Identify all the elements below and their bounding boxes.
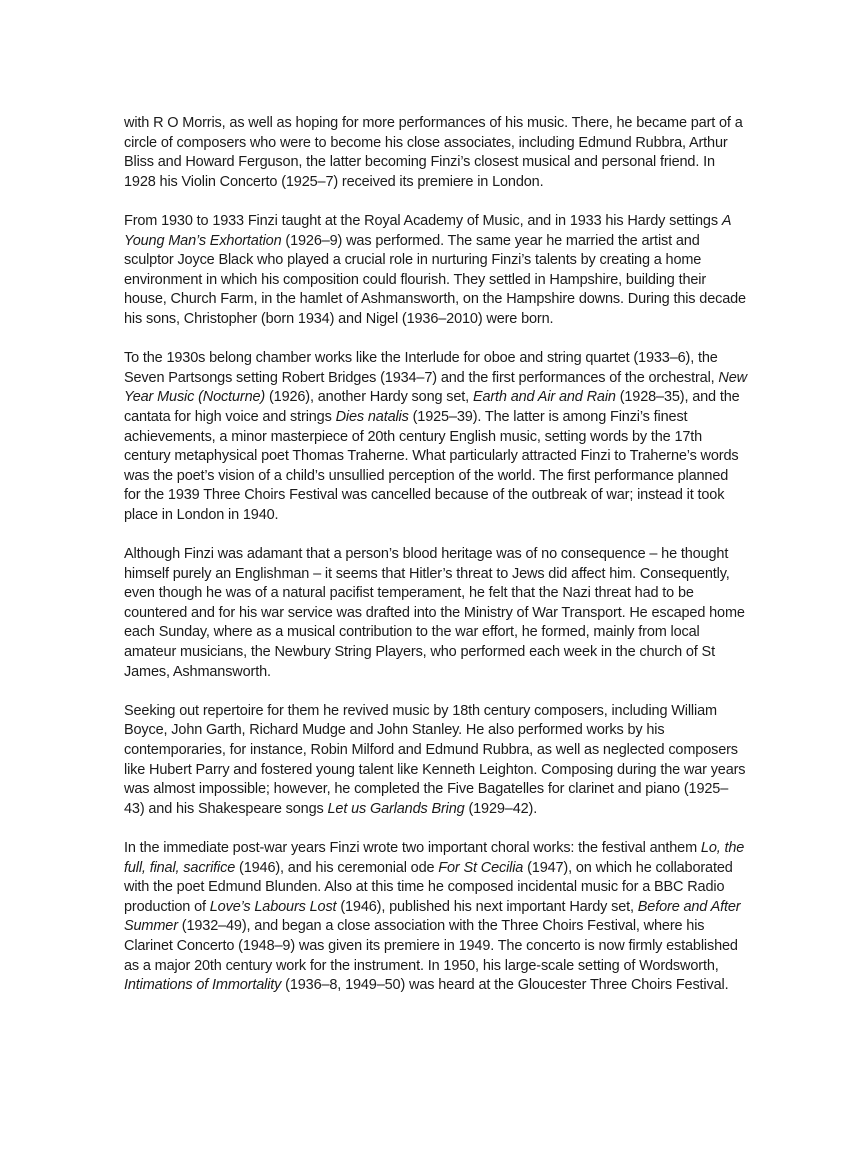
text-run: Seeking out repertoire for them he revived music by 18th century composers, including William Boyce, John Garth, Richard Mudge and John Stanley. He also performed works by his contemporaries, for instance, Robin Milford and Edmund Rubbra, as well as neglected composers like Hubert Parry and fostered young talent like Kenneth Leighton. Composing during the war years was almost impossible; however, he completed the Five Bagatelles for clarinet and piano (1925–43) and his Shakespeare songs bbox=[124, 702, 746, 817]
text-run: (1932–49), and began a close association with the Three Choirs Festival, where his Clarinet Concerto (1948–9) was given its premiere in 1949. The concerto is now firmly established as a major 20th century work for the instrument. In 1950, his large-scale setting of Wordsworth, bbox=[124, 918, 738, 974]
paragraph bbox=[124, 212, 748, 330]
italic-text-run: Let us Garlands Bring bbox=[327, 800, 465, 817]
italic-text-run: Earth and Air and Rain bbox=[472, 389, 616, 406]
italic-text-run: Before and After Summer bbox=[124, 898, 741, 935]
text-run: In the immediate post-war years Finzi wrote two important choral works: the festival anthem bbox=[124, 839, 701, 856]
text-run: (1926–9) was performed. The same year he married the artist and sculptor Joyce Black who played a crucial role in nurturing Finzi’s talents by creating a home environment in which his composition could flourish. They settled in Hampshire, building their house, Church Farm, in the hamlet of Ashmansworth, on the Hampshire downs. During this decade his sons, Christopher (born 1934) and Nigel (1936–2010) were born. bbox=[124, 232, 746, 327]
text-run: (1929–42). bbox=[464, 800, 538, 817]
text-run: Although Finzi was adamant that a person’s blood heritage was of no consequence – he thought himself purely an Englishman – it seems that Hitler’s threat to Jews did affect him. Consequently, even though he was of a natural pacifist temperament, he felt that the Nazi threat had to be countered and for his war service was drafted into the Ministry of War Transport. He escaped home each Sunday, where as a musical contribution to the war effort, he formed, mainly from local amateur musicians, the Newbury String Players, who performed each week in the church of St James, Ashmansworth. bbox=[124, 546, 745, 680]
text-run: To the 1930s belong chamber works like the Interlude for oboe and string quartet (1933–6), the Seven Partsongs setting Robert Bridges (1934–7) and the first performances of the orchestral, bbox=[124, 350, 719, 386]
italic-text-run: Lo, the full, final, sacrifice bbox=[124, 839, 745, 876]
italic-text-run: Intimations of Immortality bbox=[124, 977, 282, 994]
italic-text-run: Dies natalis bbox=[335, 408, 409, 425]
text-run: (1946), and his ceremonial ode bbox=[235, 859, 439, 876]
text-run: (1928–35), and the cantata for high voice and strings bbox=[124, 389, 740, 425]
italic-text-run: New Year Music (Nocturne) bbox=[124, 369, 747, 406]
text-run: (1926), another Hardy song set, bbox=[265, 389, 473, 406]
text-run: with R O Morris, as well as hoping for more performances of his music. There, he became part of a circle of composers who were to become his close associates, including Edmund Rubbra, Arthur Bliss and Howard Ferguson, the latter becoming Finzi’s closest musical and personal friend. In 1928 his Violin Concerto (1925–7) received its premiere in London. bbox=[124, 115, 743, 190]
italic-text-run: A Young Man’s Exhortation bbox=[124, 212, 731, 249]
paragraph bbox=[124, 702, 748, 820]
italic-text-run: Love’s Labours Lost bbox=[209, 898, 337, 915]
paragraph bbox=[124, 839, 748, 996]
paragraph bbox=[124, 349, 748, 525]
document-body bbox=[124, 114, 748, 996]
text-run: (1947), on which he collaborated with the poet Edmund Blunden. Also at this time he composed incidental music for a BBC Radio production of bbox=[124, 859, 733, 915]
paragraph bbox=[124, 114, 748, 192]
text-run: (1936–8, 1949–50) was heard at the Gloucester Three Choirs Festival. bbox=[281, 977, 729, 994]
italic-text-run: For St Cecilia bbox=[438, 859, 524, 876]
text-run: (1925–39). The latter is among Finzi’s finest achievements, a minor masterpiece of 20th century English music, setting words by the 17th century metaphysical poet Thomas Traherne. What particularly attracted Finzi to Traherne’s words was the poet’s vision of a child’s unsullied perception of the world. The first performance planned for the 1939 Three Choirs Festival was cancelled because of the outbreak of war; instead it took place in London in 1940. bbox=[124, 408, 739, 523]
text-run: (1946), published his next important Hardy set, bbox=[336, 898, 638, 915]
paragraph bbox=[124, 545, 748, 682]
text-run: From 1930 to 1933 Finzi taught at the Royal Academy of Music, and in 1933 his Hardy settings bbox=[124, 212, 722, 229]
